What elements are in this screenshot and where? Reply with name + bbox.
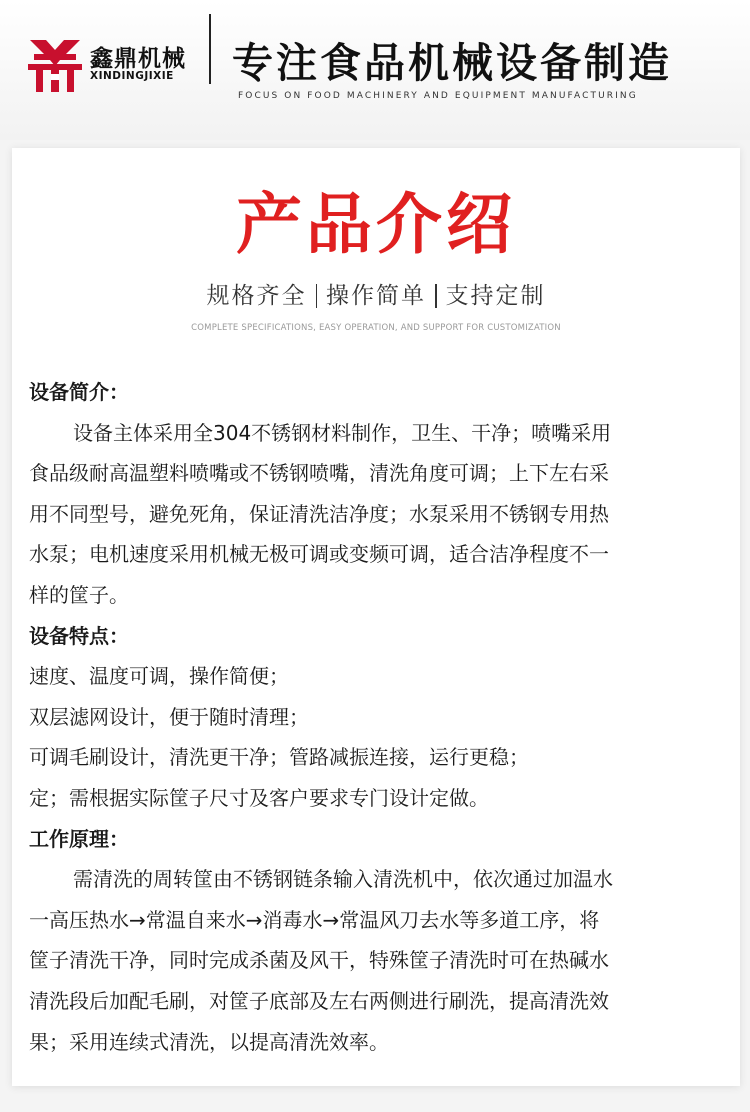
paragraph-line: 食品级耐高温塑料喷嘴或不锈钢喷嘴，清洗角度可调；上下左右采 [29,461,609,486]
subtitle-en: COMPLETE SPECIFICATIONS, EASY OPERATION, AND SUPPORT FOR CUSTOMIZATION [191,323,561,333]
subtitle-row [12,284,740,308]
brand-name-en: XINDINGJIXIE [90,70,174,82]
paragraph-line: 果；采用连续式清洗，以提高清洗效率。 [29,1029,389,1054]
section-heading-intro: 设备简介： [29,380,129,404]
section-heading-principle: 工作原理： [29,826,129,851]
feature-line: 定；需根据实际筐子尺寸及客户要求专门设计定做。 [29,785,489,810]
header-divider [209,14,211,84]
feature-line: 双层滤网设计，便于随时清理； [29,704,309,729]
subtitle-separator [435,284,437,308]
page-header [0,0,750,140]
paragraph-line: 一高压热水→常温自来水→消毒水→常温风刀去水等多道工序，将 [29,907,600,932]
brand-name: 鑫鼎机械 [90,46,186,72]
paragraph-line: 水泵；电机速度采用机械无极可调或变频可调，适合洁净程度不一 [29,542,609,567]
paragraph-line: 设备主体采用全304不锈钢材料制作，卫生、干净；喷嘴采用 [73,420,612,445]
paragraph-line: 需清洗的周转筐由不锈钢链条输入清洗机中，依次通过加温水 [73,867,613,892]
product-intro-card [12,148,740,1086]
page-title: 产品介绍 [236,186,516,263]
subtitle-item: 支持定制 [445,282,546,309]
content-body [29,372,734,1062]
feature-line: 可调毛刷设计，清洗更干净；管路减振连接，运行更稳； [29,745,529,770]
paragraph-line: 样的筐子。 [29,582,129,607]
subtitle-item: 规格齐全 [206,282,307,309]
section-heading-features: 设备特点： [29,623,129,648]
feature-line: 速度、温度可调，操作简便； [29,664,289,689]
subtitle-separator [316,284,318,308]
xinding-logo-icon [26,34,84,94]
paragraph-line: 用不同型号，避免死角，保证清洗洁净度；水泵采用不锈钢专用热 [29,501,609,526]
paragraph-line: 筐子清洗干净，同时完成杀菌及风干，特殊筐子清洗时可在热碱水 [29,948,609,973]
header-slogan-en: FOCUS ON FOOD MACHINERY AND EQUIPMENT MANUFACTURING [238,91,638,101]
paragraph-line: 清洗段后加配毛刷，对筐子底部及左右两侧进行刷洗，提高清洗效 [29,988,609,1013]
subtitle-item: 操作简单 [326,282,426,309]
header-slogan: 专注食品机械设备制造 [232,39,672,87]
